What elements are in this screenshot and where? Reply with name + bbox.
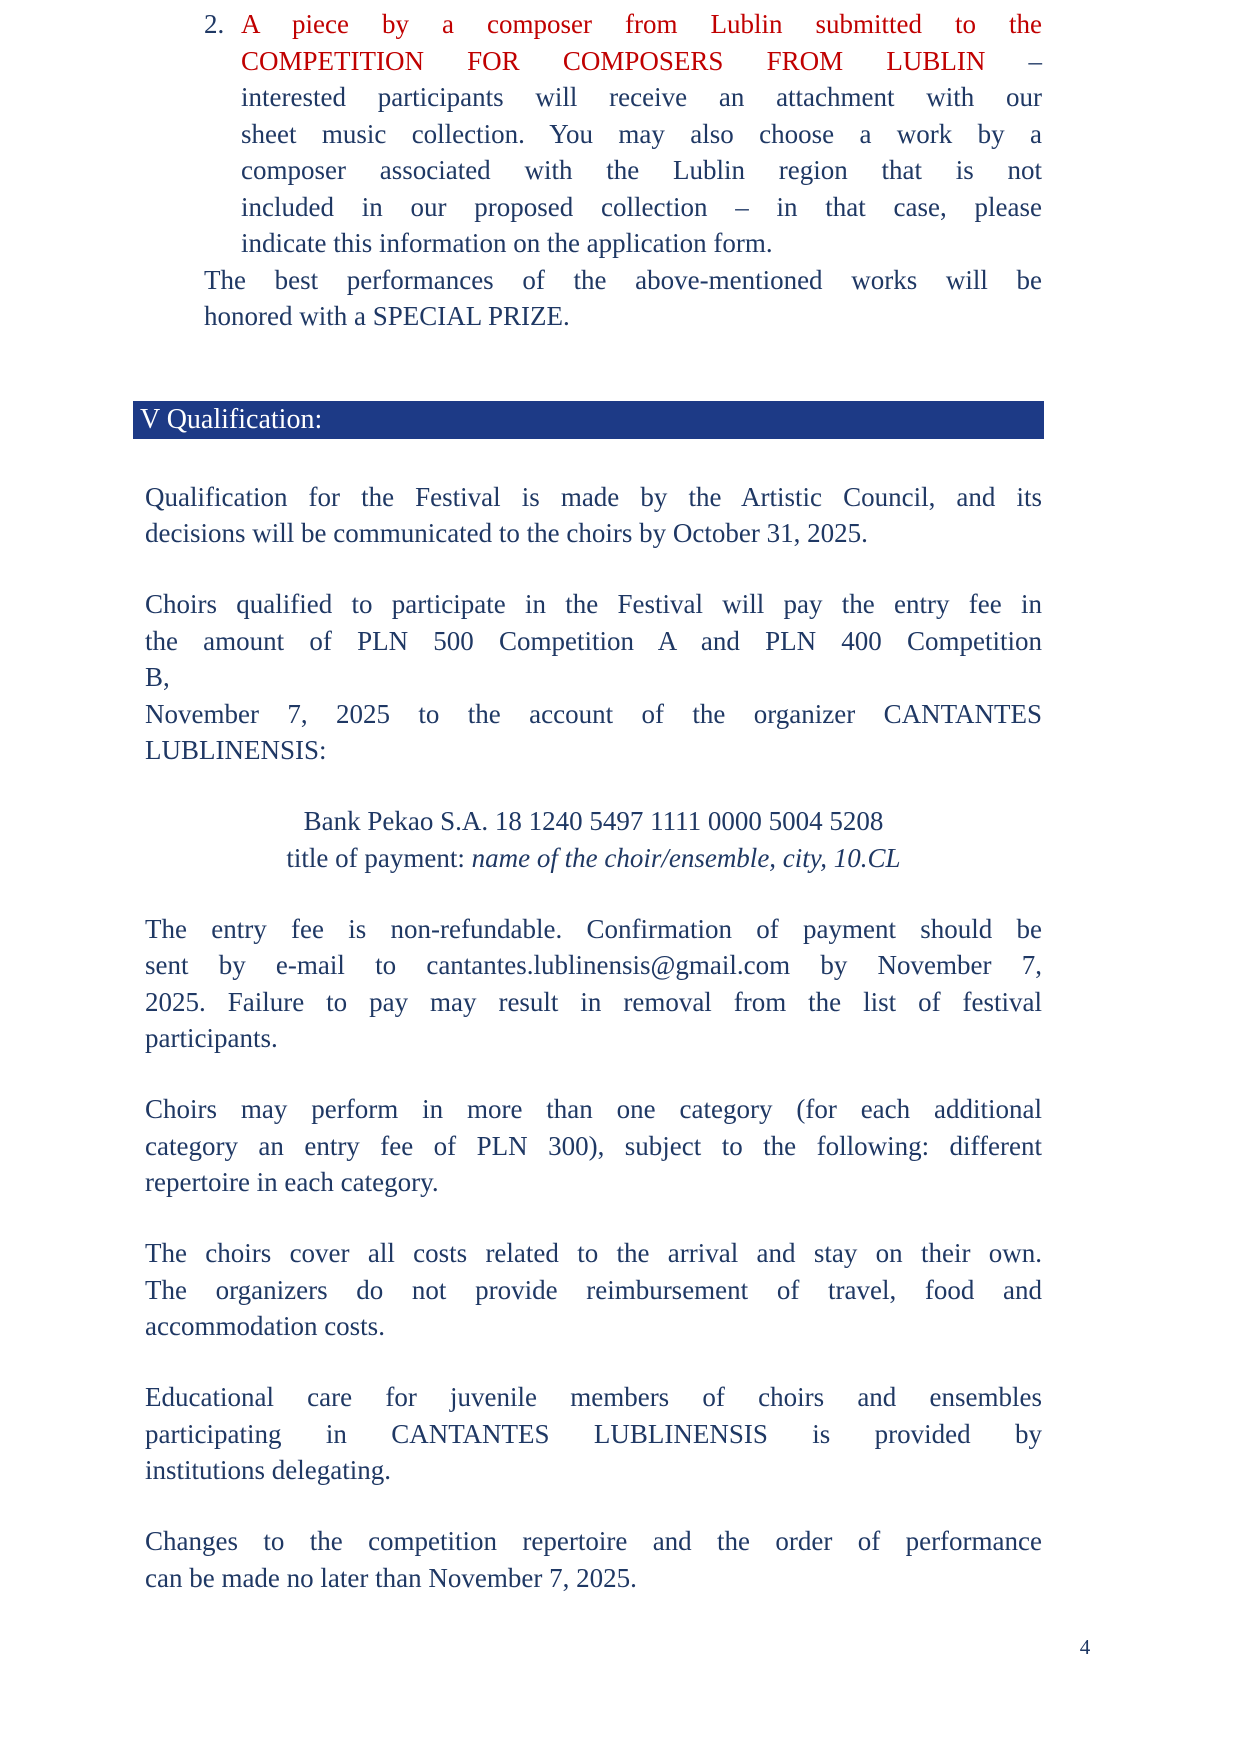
list-item-2 bbox=[204, 6, 1042, 262]
costs-paragraph: The choirs cover all costs related to the arrival and stay on their own. The organizers do not provide reimbursement of travel, food and accommodation costs. bbox=[145, 1238, 1042, 1341]
changes-paragraph: Changes to the competition repertoire and the order of performance can be made no later than November 7, 2025. bbox=[145, 1526, 1042, 1593]
non-refundable-paragraph: The entry fee is non-refundable. Confirmation of payment should be sent by e-mail to cantantes.lublinensis@gmail.com by November 7, 2025. Failure to pay may result in removal from the list of festival participants. bbox=[145, 913, 1042, 1053]
page-content bbox=[140, 6, 1043, 1596]
educational-care-paragraph: Educational care for juvenile members of choirs and ensembles participating in CANTANTES LUBLINENSIS is provided by institutions delegating. bbox=[145, 1382, 1042, 1485]
qualification-paragraph: Qualification for the Festival is made by the Artistic Council, and its decisions will be communicated to the choirs by October 31, 2025. bbox=[145, 481, 1042, 548]
list-item-text: A piece by a composer from Lublin submitted to the COMPETITION FOR COMPOSERS FROM LUBLIN – interested participants will receive an attachment with our sheet music collection. You may also choose a work by a composer associated with the Lublin region that is not included in our proposed collection – in that case, please indicate this information on the application form. bbox=[241, 9, 1043, 258]
bank-details: Bank Pekao S.A. 18 1240 5497 1111 0000 5004 5208 title of payment: name of the choir/ensemble, city, 10.CL bbox=[286, 806, 901, 873]
list-item-number: 2. bbox=[204, 9, 225, 39]
entry-fee-paragraph: Choirs qualified to participate in the Festival will pay the entry fee in the amount of PLN 500 Competition A and PLN 400 Competition B, November 7, 2025 to the account of the organizer CANTANTES LUBLINENSIS: bbox=[145, 589, 1042, 765]
multiple-categories-paragraph: Choirs may perform in more than one category (for each additional category an entry fee of PLN 300), subject to the following: different repertoire in each category. bbox=[145, 1094, 1042, 1197]
page-number: 4 bbox=[1079, 1635, 1091, 1659]
section-heading-title: V Qualification: bbox=[140, 403, 323, 435]
special-prize-paragraph: The best performances of the above-mentioned works will be honored with a SPECIAL PRIZE. bbox=[204, 264, 1042, 331]
section-heading-bar bbox=[133, 401, 1044, 439]
